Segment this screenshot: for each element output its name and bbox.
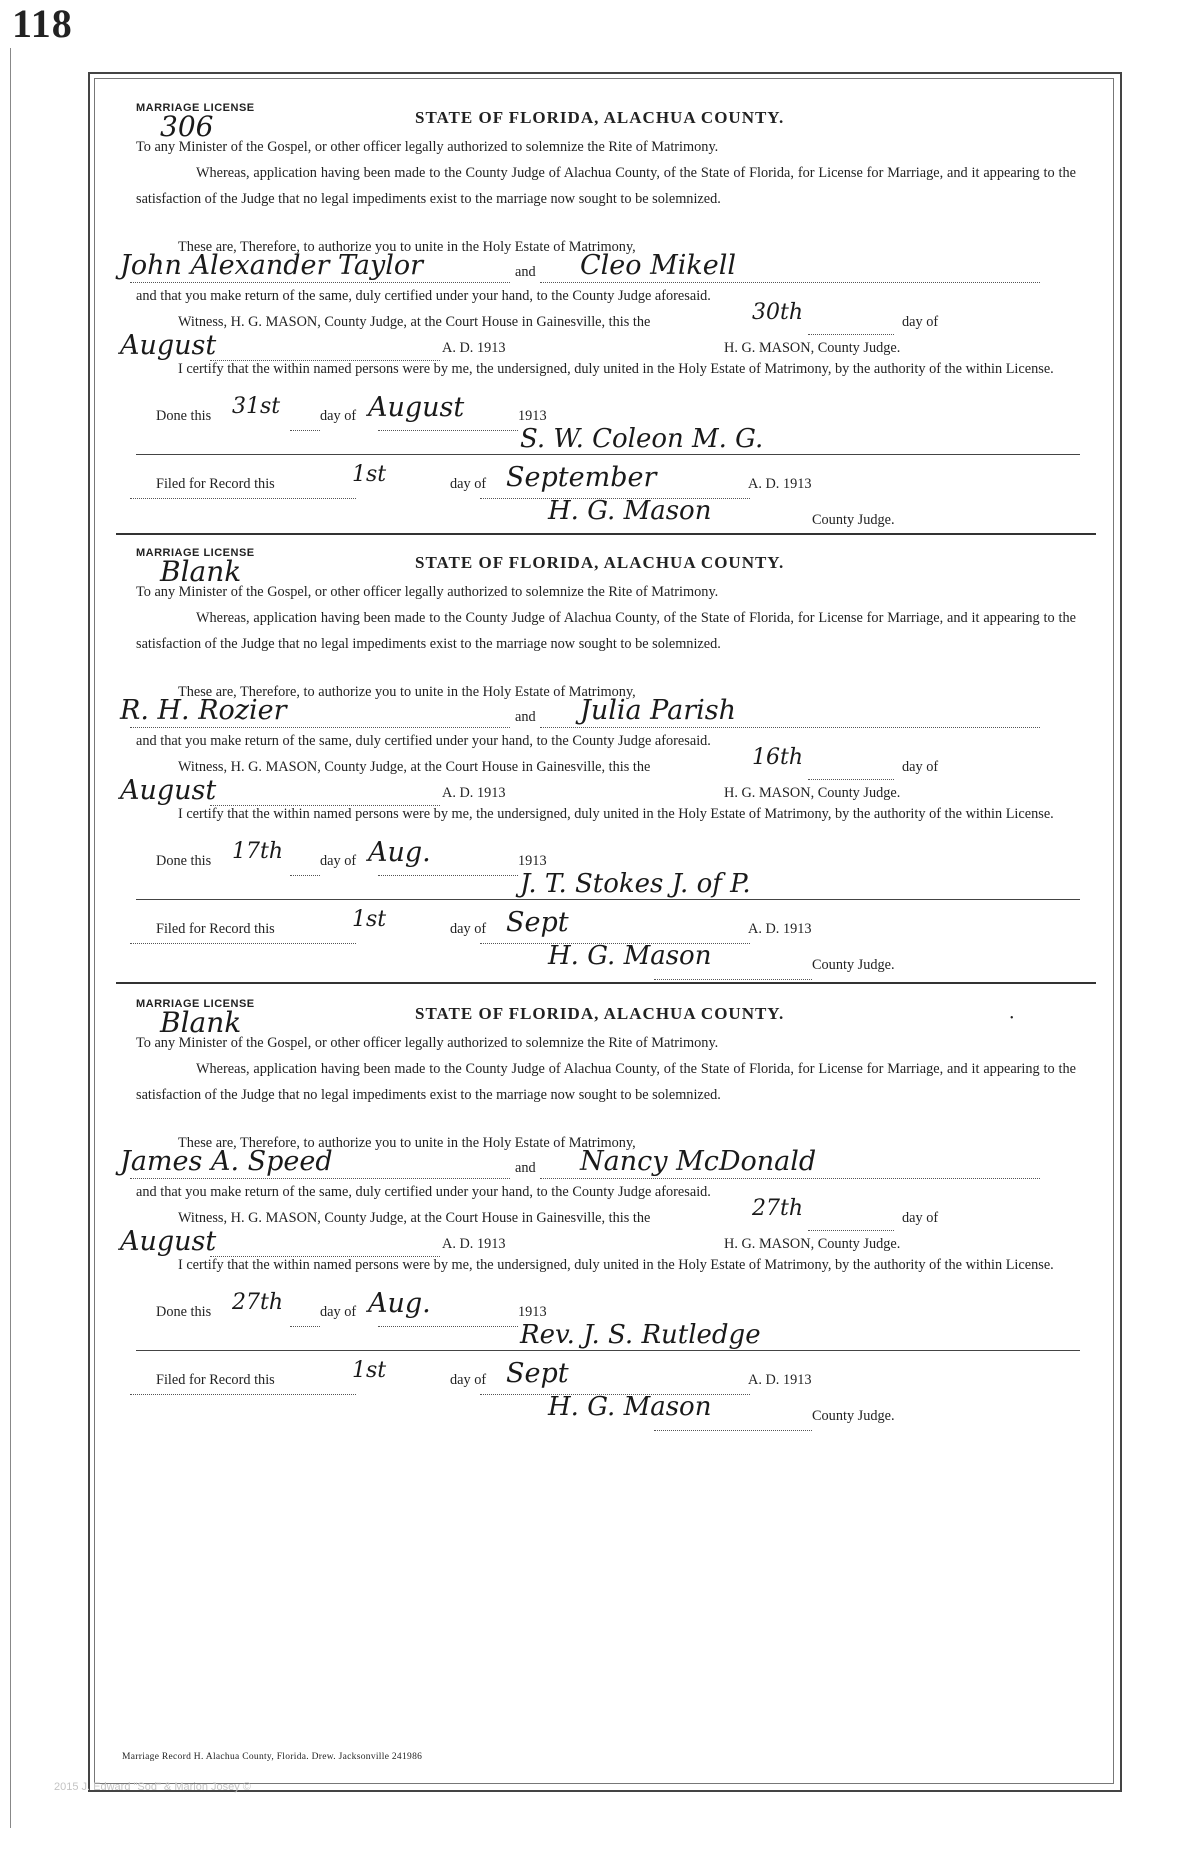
groom-name: R. H. Rozier: [120, 695, 287, 726]
day-of-text: day of: [902, 759, 939, 775]
day-of-text: day of: [902, 1210, 939, 1226]
license-number: Blank: [160, 555, 242, 588]
and-text: and: [515, 264, 536, 280]
fill-in-line: [378, 875, 518, 876]
these-are-text: These are, Therefore, to authorize you to unite in the Holy Estate of Matrimony,: [178, 239, 636, 255]
fill-in-line: [378, 1326, 518, 1327]
filed-month: Sept: [506, 907, 569, 938]
witness-text: Witness, H. G. MASON, County Judge, at the Court House in Gainesville, this the: [178, 314, 651, 330]
witness-month: August: [120, 775, 217, 806]
these-are-text: These are, Therefore, to authorize you to unite in the Holy Estate of Matrimony,: [178, 1135, 636, 1151]
done-this-text: Done this: [156, 1304, 212, 1320]
fill-in-line: [290, 875, 320, 876]
filed-day-of-text: day of: [450, 921, 487, 937]
done-month: August: [368, 392, 465, 423]
and-text: and: [515, 1160, 536, 1176]
day-of-text: day of: [902, 314, 939, 330]
done-year-text: 1913: [518, 1304, 547, 1320]
stray-mark: •: [1010, 1013, 1014, 1024]
filed-day: 1st: [352, 907, 387, 932]
and-text: and: [515, 709, 536, 725]
witness-text: Witness, H. G. MASON, County Judge, at the Court House in Gainesville, this the: [178, 759, 651, 775]
fill-in-line: [808, 334, 894, 335]
done-day: 27th: [232, 1290, 284, 1315]
return-text: and that you make return of the same, duly certified under your hand, to the County Judge aforesaid.: [136, 733, 711, 749]
bride-name: Nancy McDonald: [580, 1146, 817, 1177]
fill-in-line: [808, 779, 894, 780]
officiant-signature: J. T. Stokes J. of P.: [520, 869, 751, 899]
license-label: MARRIAGE LICENSE: [136, 547, 255, 559]
filed-day-of-text: day of: [450, 476, 487, 492]
done-day-of-text: day of: [320, 1304, 357, 1320]
filed-label-text: Filed for Record this: [156, 921, 275, 937]
certify-text: I certify that the within named persons were by me, the undersigned, duly united in the Holy Estate of Matrimony, by the authority of the within License.: [178, 1257, 1054, 1273]
return-text: and that you make return of the same, duly certified under your hand, to the County Judge aforesaid.: [136, 1184, 711, 1200]
fill-in-line: [378, 430, 518, 431]
license-number: 306: [160, 110, 214, 143]
groom-name: John Alexander Taylor: [120, 250, 424, 281]
officiant-signature: S. W. Coleon M. G.: [520, 424, 764, 454]
witness-month: August: [120, 1226, 217, 1257]
these-are-text: These are, Therefore, to authorize you to unite in the Holy Estate of Matrimony,: [178, 684, 636, 700]
done-day: 17th: [232, 839, 284, 864]
filed-month: September: [506, 462, 657, 493]
done-filed-separator: [136, 1350, 1080, 1351]
done-month: Aug.: [368, 1288, 431, 1319]
fill-in-line: [654, 1430, 812, 1431]
judge-print-text: H. G. MASON, County Judge.: [724, 340, 901, 356]
done-this-text: Done this: [156, 408, 212, 424]
done-year-text: 1913: [518, 408, 547, 424]
bride-name: Cleo Mikell: [580, 250, 737, 281]
page-number: 118: [12, 1, 73, 46]
whereas-text: Whereas, application having been made to the County Judge of Alachua County, of the State of Florida, for License for Marriage, and it appearing to the satisfaction of the Judge that no legal impediments exist to the marriage now sought to be solemnized.: [136, 610, 1076, 652]
done-year-text: 1913: [518, 853, 547, 869]
to-minister-text: To any Minister of the Gospel, or other officer legally authorized to solemnize the Rite of Matrimony.: [136, 1035, 719, 1051]
fill-in-line: [540, 727, 1040, 728]
fill-in-line: [130, 1394, 356, 1395]
license-title: STATE OF FLORIDA, ALACHUA COUNTY.: [415, 108, 785, 127]
judge-print-text: H. G. MASON, County Judge.: [724, 1236, 901, 1252]
done-filed-separator: [136, 899, 1080, 900]
judge-print-text: H. G. MASON, County Judge.: [724, 785, 901, 801]
license-title: STATE OF FLORIDA, ALACHUA COUNTY.: [415, 1004, 785, 1023]
fill-in-line: [130, 943, 356, 944]
filed-day: 1st: [352, 1358, 387, 1383]
footer-imprint: Marriage Record H. Alachua County, Florida. Drew. Jacksonville 241986: [122, 1752, 423, 1762]
fill-in-line: [808, 1230, 894, 1231]
ad-year-text: A. D. 1913: [442, 1236, 506, 1252]
done-day: 31st: [232, 394, 281, 419]
license-separator: [116, 533, 1096, 535]
clerk-signature: H. G. Mason: [548, 1392, 712, 1422]
to-minister-text: To any Minister of the Gospel, or other officer legally authorized to solemnize the Rite of Matrimony.: [136, 139, 719, 155]
county-judge-text: County Judge.: [812, 957, 895, 973]
done-day-of-text: day of: [320, 408, 357, 424]
ad-year-text: A. D. 1913: [442, 785, 506, 801]
page-edge-line: [10, 48, 11, 1828]
whereas-text: Whereas, application having been made to the County Judge of Alachua County, of the State of Florida, for License for Marriage, and it appearing to the satisfaction of the Judge that no legal impediments exist to the marriage now sought to be solemnized.: [136, 165, 1076, 207]
witness-day: 30th: [752, 300, 804, 325]
county-judge-text: County Judge.: [812, 1408, 895, 1424]
to-minister-text: To any Minister of the Gospel, or other officer legally authorized to solemnize the Rite of Matrimony.: [136, 584, 719, 600]
license-number: Blank: [160, 1006, 242, 1039]
done-filed-separator: [136, 454, 1080, 455]
license-3: [120, 998, 1080, 1428]
license-title: STATE OF FLORIDA, ALACHUA COUNTY.: [415, 553, 785, 572]
license-2: [120, 547, 1080, 977]
fill-in-line: [654, 979, 812, 980]
ad-year-text: A. D. 1913: [442, 340, 506, 356]
fill-in-line: [130, 727, 510, 728]
license-1: [120, 102, 1080, 532]
license-separator: [116, 982, 1096, 984]
fill-in-line: [130, 1178, 510, 1179]
witness-day: 16th: [752, 745, 804, 770]
clerk-signature: H. G. Mason: [548, 496, 712, 526]
clerk-signature: H. G. Mason: [548, 941, 712, 971]
certify-text: I certify that the within named persons were by me, the undersigned, duly united in the Holy Estate of Matrimony, by the authority of the within License.: [178, 806, 1054, 822]
filed-month: Sept: [506, 1358, 569, 1389]
fill-in-line: [540, 1178, 1040, 1179]
witness-day: 27th: [752, 1196, 804, 1221]
bride-name: Julia Parish: [580, 695, 737, 726]
return-text: and that you make return of the same, duly certified under your hand, to the County Judge aforesaid.: [136, 288, 711, 304]
witness-text: Witness, H. G. MASON, County Judge, at the Court House in Gainesville, this the: [178, 1210, 651, 1226]
whereas-text: Whereas, application having been made to the County Judge of Alachua County, of the State of Florida, for License for Marriage, and it appearing to the satisfaction of the Judge that no legal impediments exist to the marriage now sought to be solemnized.: [136, 1061, 1076, 1103]
watermark: 2015 J. Edward "Sod" & Marion Josey ©: [54, 1781, 251, 1793]
filed-day-of-text: day of: [450, 1372, 487, 1388]
certify-text: I certify that the within named persons were by me, the undersigned, duly united in the Holy Estate of Matrimony, by the authority of the within License.: [178, 361, 1054, 377]
fill-in-line: [130, 282, 510, 283]
fill-in-line: [290, 430, 320, 431]
filed-ad-text: A. D. 1913: [748, 1372, 812, 1388]
county-judge-text: County Judge.: [812, 512, 895, 528]
filed-label-text: Filed for Record this: [156, 1372, 275, 1388]
officiant-signature: Rev. J. S. Rutledge: [520, 1320, 761, 1350]
filed-ad-text: A. D. 1913: [748, 921, 812, 937]
fill-in-line: [540, 282, 1040, 283]
done-month: Aug.: [368, 837, 431, 868]
filed-label-text: Filed for Record this: [156, 476, 275, 492]
done-this-text: Done this: [156, 853, 212, 869]
license-label: MARRIAGE LICENSE: [136, 102, 255, 114]
witness-month: August: [120, 330, 217, 361]
license-label: MARRIAGE LICENSE: [136, 998, 255, 1010]
fill-in-line: [130, 498, 356, 499]
groom-name: James A. Speed: [120, 1146, 333, 1177]
done-day-of-text: day of: [320, 853, 357, 869]
filed-ad-text: A. D. 1913: [748, 476, 812, 492]
filed-day: 1st: [352, 462, 387, 487]
fill-in-line: [290, 1326, 320, 1327]
